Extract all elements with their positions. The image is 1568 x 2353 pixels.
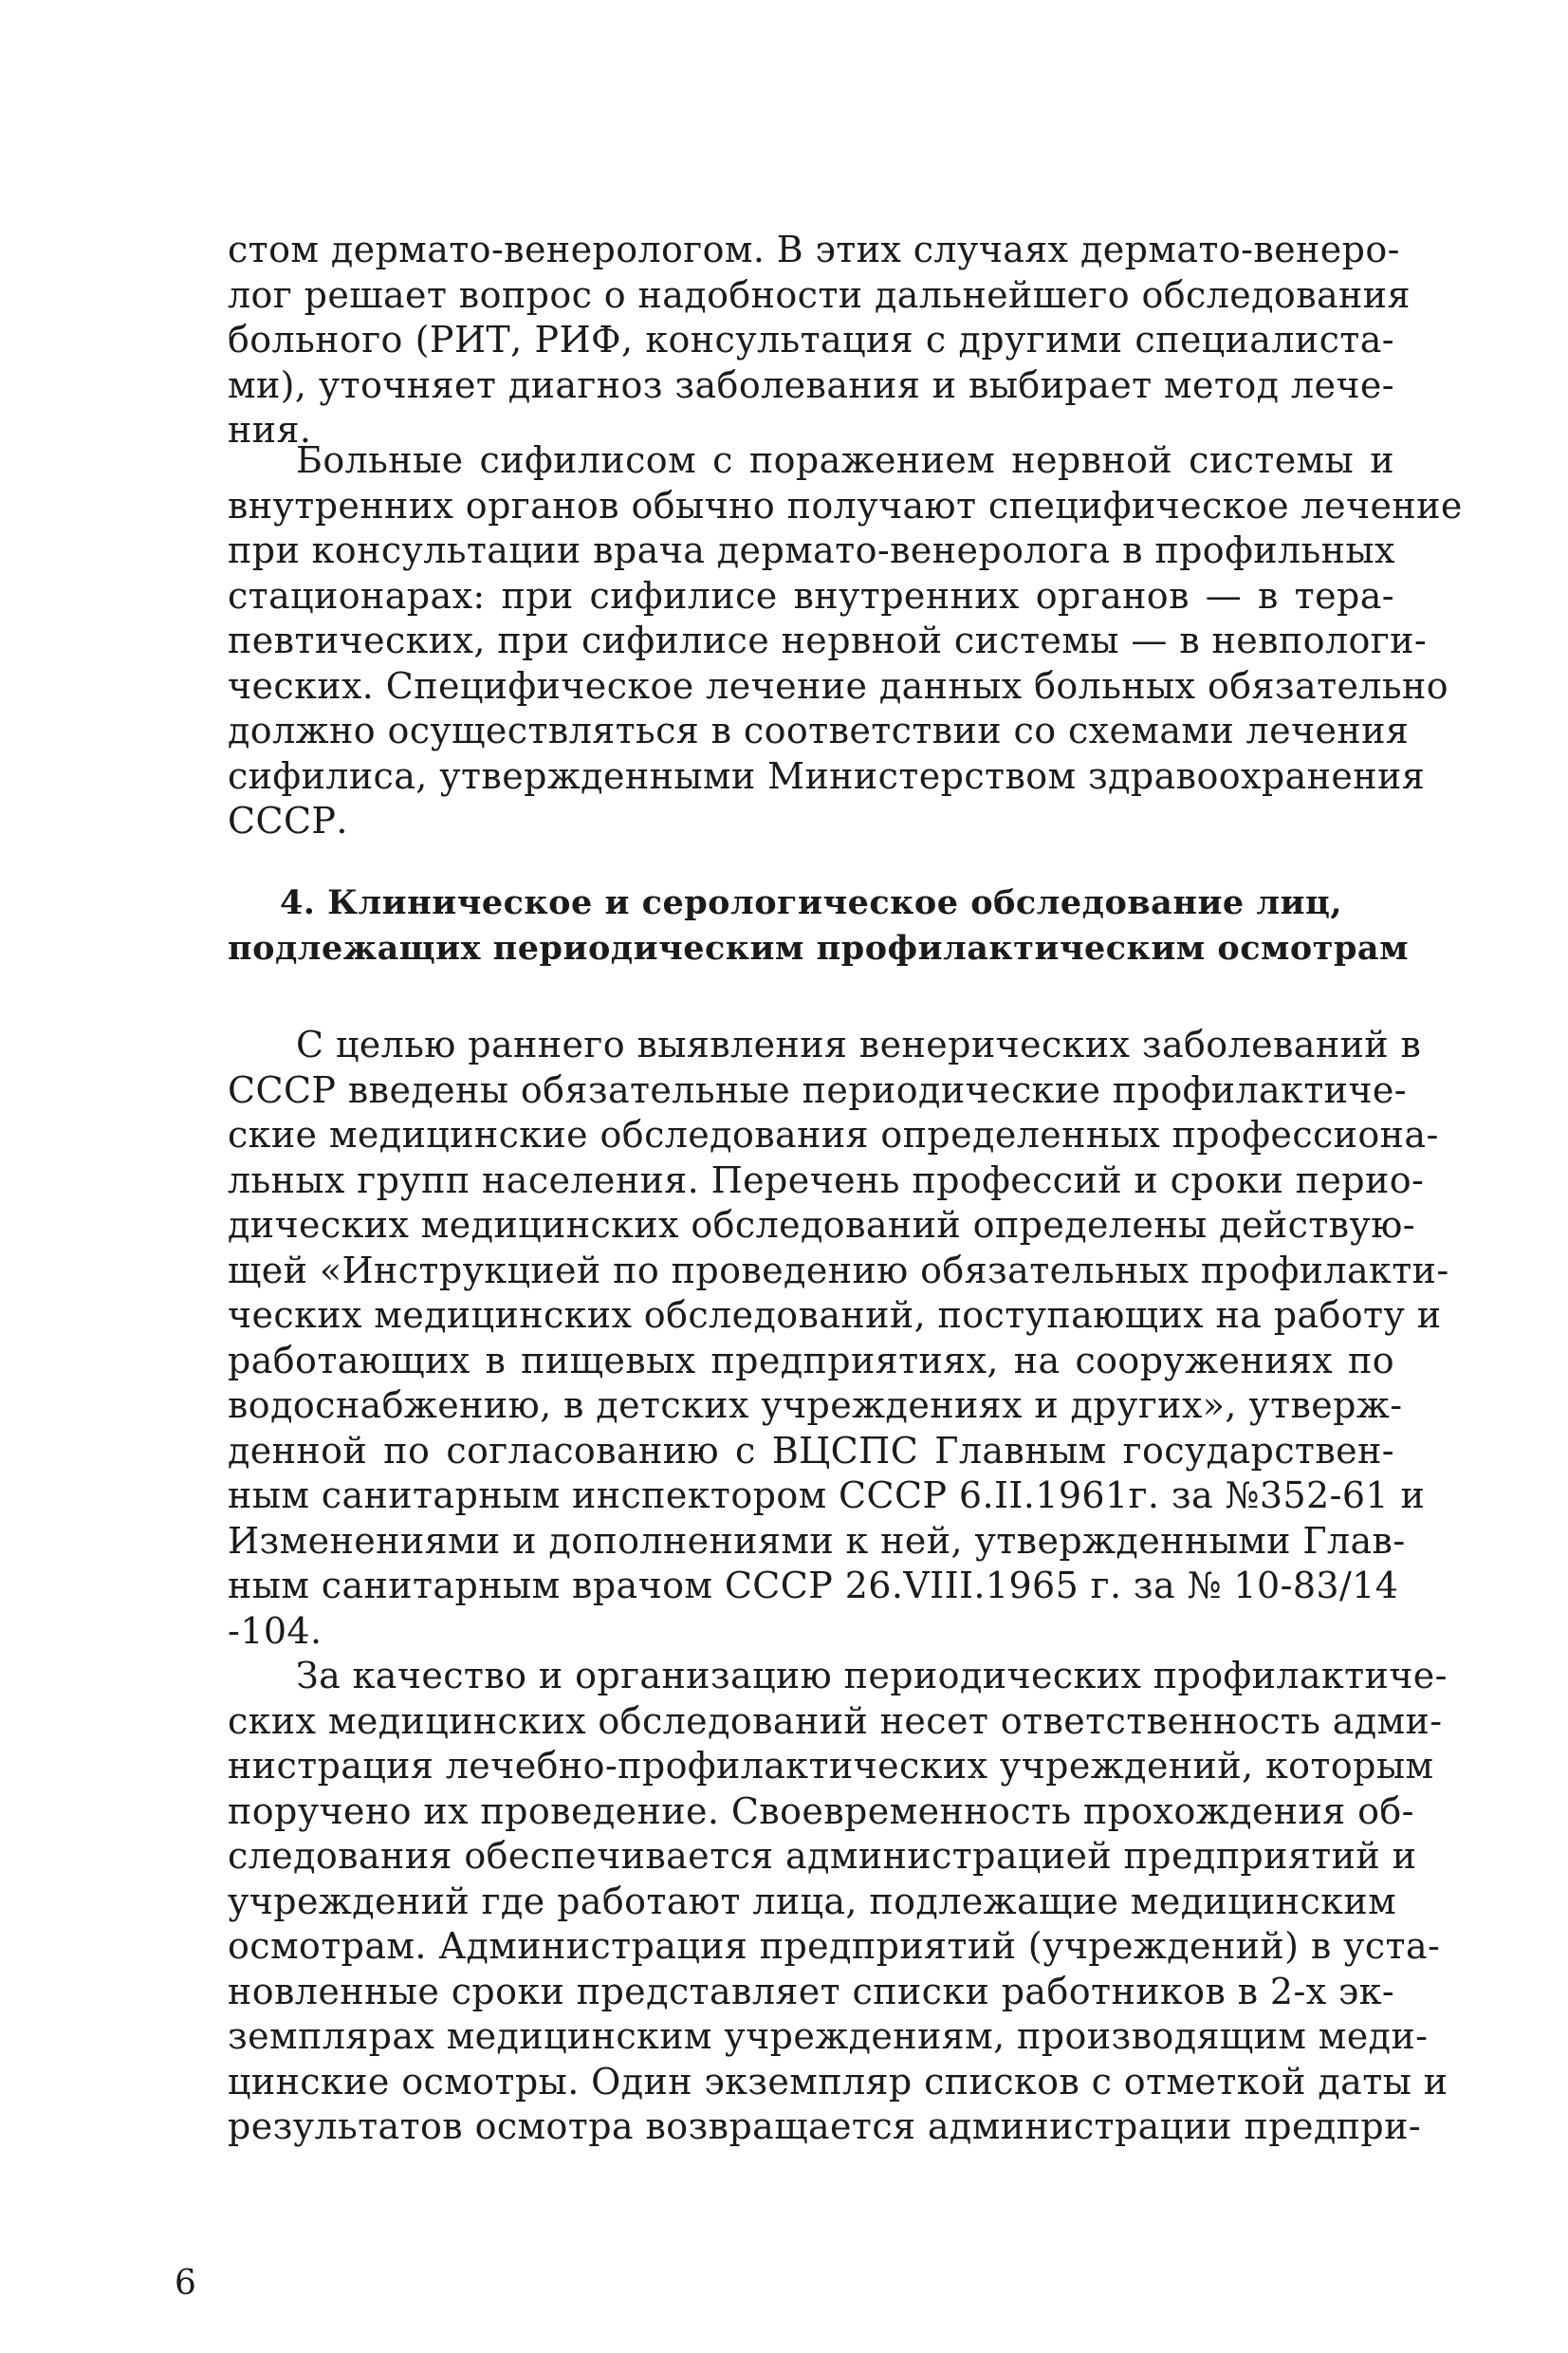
- text-line: сифилиса, утвержденными Министерством здравоохранения: [228, 754, 1426, 797]
- text-line: лог решает вопрос о надобности дальнейшего обследования: [228, 273, 1411, 316]
- heading-line: подлежащих периодическим профилактическим осмотрам: [228, 929, 1410, 968]
- text-line: поручено их проведение. Своевременность прохождения об-: [228, 1789, 1414, 1832]
- text-line: ния.: [228, 409, 312, 451]
- text-line: должно осуществляться в соответствии со схемами лечения: [228, 710, 1410, 751]
- text-line: при консультации врача дермато-венеролога в профильных: [228, 529, 1395, 571]
- text-line: водоснабжению, в детских учреждениях и других», утверж-: [228, 1384, 1403, 1426]
- text-line: ские медицинские обследования определенных профессиона-: [228, 1114, 1439, 1156]
- paragraph-3: [228, 1023, 1449, 1654]
- paragraph: [228, 228, 1411, 454]
- text-line: результатов осмотра возвращается администрации предпри-: [228, 2105, 1422, 2147]
- text-line: больного (РИТ, РИФ, консультация с другими специалиста-: [228, 319, 1394, 361]
- paragraph-2: [228, 438, 1463, 844]
- text-line: ным санитарным инспектором СССР 6.II.1961г. за №352-61 и: [228, 1474, 1426, 1516]
- text-line: учреждений где работают лица, подлежащие медицинским: [228, 1880, 1397, 1922]
- text-line: СССР.: [228, 800, 348, 842]
- text-line: С целью раннего выявления венерических заболеваний в: [296, 1024, 1422, 1065]
- text-line: стом дермато-венерологом. В этих случаях дермато-венеро-: [228, 229, 1400, 270]
- page-number: 6: [175, 2264, 196, 2303]
- text-line: ских медицинских обследований несет ответственность адми-: [228, 1699, 1443, 1742]
- text-line: земплярах медицинским учреждениям, производящим меди-: [228, 2015, 1429, 2057]
- text-line: работающих в пищевых предприятиях, на сооружениях по: [228, 1339, 1394, 1381]
- section-heading: [228, 880, 1410, 972]
- heading-line: 4. Клиническое и серологическое обследование лиц,: [279, 883, 1343, 922]
- text-line: дических медицинских обследований определены действую-: [228, 1204, 1415, 1246]
- text-line: За качество и организацию периодических профилактиче-: [296, 1655, 1448, 1696]
- paragraph: [228, 1654, 1448, 2150]
- text-line: цинские осмотры. Один экземпляр списков с отметкой даты и: [228, 2060, 1448, 2103]
- text-line: Изменениями и дополнениями к ней, утвержденными Глав-: [228, 1519, 1406, 1562]
- text-line: ми), уточняет диагноз заболевания и выбирает метод лече-: [228, 363, 1394, 406]
- text-line: следования обеспечивается администрацией предприятий и: [228, 1835, 1417, 1877]
- paragraph: [228, 438, 1463, 844]
- text-line: -104.: [228, 1609, 323, 1652]
- text-line: денной по согласованию с ВЦСПС Главным государствен-: [228, 1429, 1394, 1472]
- text-line: осмотрам. Администрация предприятий (учреждений) в уста-: [228, 1925, 1441, 1967]
- text-line: СССР введены обязательные периодические профилактиче-: [228, 1068, 1408, 1111]
- text-line: ным санитарным врачом СССР 26.VIII.1965 г. за № 10-83/14: [228, 1565, 1399, 1606]
- text-line: льных групп населения. Перечень профессий и сроки перио-: [228, 1158, 1425, 1201]
- text-line: ческих медицинских обследований, поступающих на работу и: [228, 1294, 1442, 1336]
- text-line: внутренних органов обычно получают специфическое лечение: [228, 484, 1463, 527]
- paragraph-1: [228, 228, 1411, 454]
- paragraph: [228, 1023, 1449, 1654]
- text-line: новленные сроки представляет списки работников в 2-х эк-: [228, 1970, 1395, 2012]
- text-line: Больные сифилисом с поражением нервной системы и: [296, 439, 1394, 481]
- paragraph-4: [228, 1654, 1448, 2150]
- text-line: ческих. Специфическое лечение данных больных обязательно: [228, 664, 1449, 707]
- text-line: певтических, при сифилисе нервной системы — в невпологи-: [228, 620, 1428, 661]
- text-line: щей «Инструкцией по проведению обязательных профилакти-: [228, 1249, 1449, 1291]
- text-line: стационарах: при сифилисе внутренних органов — в тера-: [228, 574, 1394, 617]
- text-line: нистрация лечебно-профилактических учреждений, которым: [228, 1745, 1434, 1787]
